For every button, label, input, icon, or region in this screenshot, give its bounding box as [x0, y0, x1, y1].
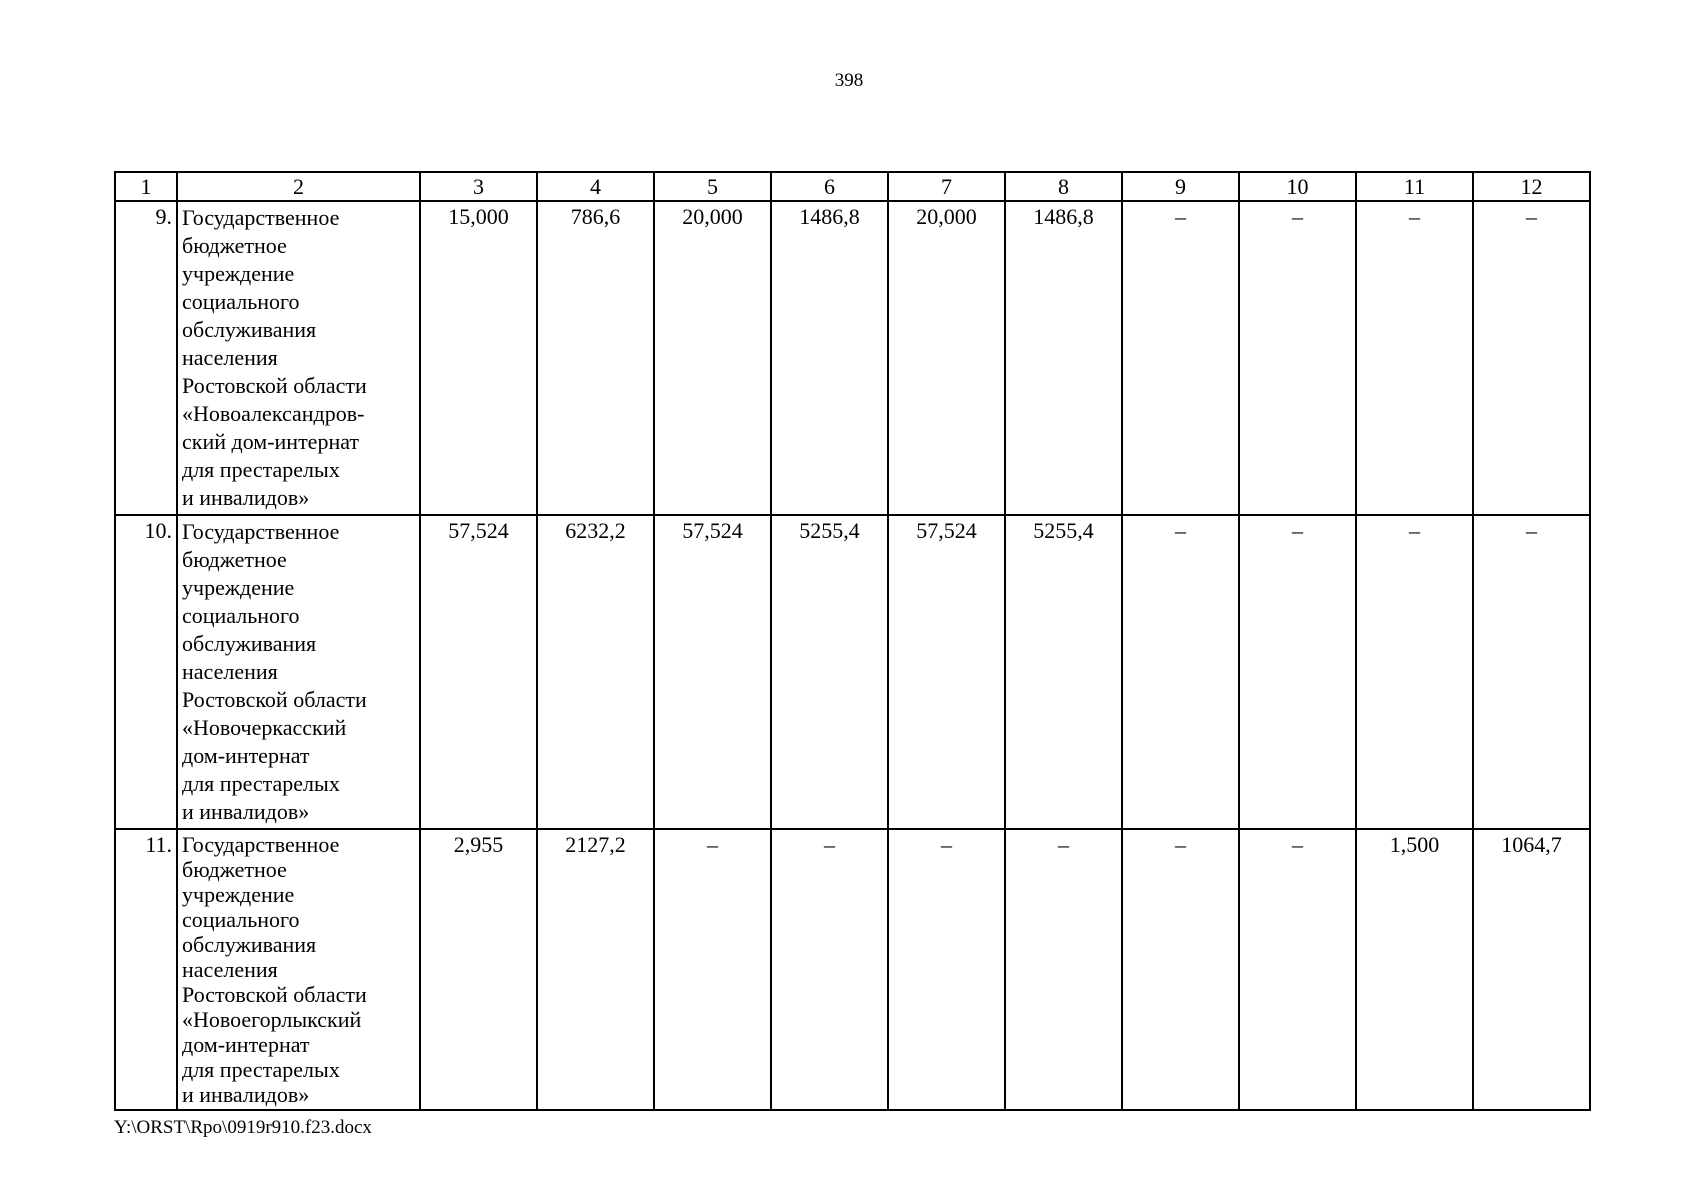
column-header: 12 — [1473, 172, 1590, 201]
cell-value: – — [1239, 515, 1356, 829]
institution-name — [177, 829, 420, 1110]
column-header: 2 — [177, 172, 420, 201]
cell-value: – — [654, 829, 771, 1110]
institution-name — [177, 515, 420, 829]
column-header: 1 — [115, 172, 177, 201]
column-header: 4 — [537, 172, 654, 201]
name-line: бюджетное — [182, 233, 287, 258]
column-header: 10 — [1239, 172, 1356, 201]
row-number: 11. — [115, 829, 177, 1110]
cell-value: 1486,8 — [771, 201, 888, 515]
cell-value: – — [1356, 201, 1473, 515]
name-line: обслуживания — [182, 317, 317, 342]
name-line: для престарелых — [182, 1057, 340, 1082]
name-line: учреждение — [182, 261, 295, 286]
name-line: Ростовской области — [182, 687, 367, 712]
table-row — [115, 201, 1590, 515]
name-line: бюджетное — [182, 857, 287, 882]
column-header: 6 — [771, 172, 888, 201]
name-line: Государственное — [182, 832, 340, 857]
page-number: 398 — [834, 70, 864, 91]
cell-value: – — [1005, 829, 1122, 1110]
row-number: 9. — [115, 201, 177, 515]
name-line: населения — [182, 957, 278, 982]
table-row — [115, 515, 1590, 829]
cell-value: 5255,4 — [771, 515, 888, 829]
cell-value: – — [1473, 515, 1590, 829]
name-line: для престарелых — [182, 457, 340, 482]
column-header: 7 — [888, 172, 1005, 201]
cell-value: 57,524 — [888, 515, 1005, 829]
row-number: 10. — [115, 515, 177, 829]
name-line: социального — [182, 907, 300, 932]
name-line: обслуживания — [182, 932, 317, 957]
table-row — [115, 829, 1590, 1110]
footer-file-path: Y:\ORST\Rpo\0919r910.f23.docx — [114, 1117, 372, 1138]
name-line: населения — [182, 345, 278, 370]
name-line: Ростовской области — [182, 982, 367, 1007]
cell-value: 20,000 — [654, 201, 771, 515]
cell-value: 20,000 — [888, 201, 1005, 515]
cell-value: – — [1356, 515, 1473, 829]
cell-value: 1064,7 — [1473, 829, 1590, 1110]
data-table — [114, 171, 1591, 1111]
header-row — [115, 172, 1590, 201]
cell-value: – — [771, 829, 888, 1110]
name-line: «Новоегорлыкский — [182, 1007, 362, 1032]
cell-value: – — [1122, 829, 1239, 1110]
name-line: «Новочеркасский — [182, 715, 347, 740]
name-line: населения — [182, 659, 278, 684]
name-line: и инвалидов» — [182, 1082, 310, 1107]
name-line: учреждение — [182, 882, 295, 907]
column-header: 9 — [1122, 172, 1239, 201]
cell-value: 6232,2 — [537, 515, 654, 829]
cell-value: – — [1122, 201, 1239, 515]
cell-value: 5255,4 — [1005, 515, 1122, 829]
cell-value: – — [1122, 515, 1239, 829]
cell-value: 57,524 — [420, 515, 537, 829]
cell-value: 2127,2 — [537, 829, 654, 1110]
column-header: 11 — [1356, 172, 1473, 201]
name-line: социального — [182, 289, 300, 314]
name-line: социального — [182, 603, 300, 628]
name-line: дом-интернат — [182, 743, 310, 768]
name-line: ский дом-интернат — [182, 429, 360, 454]
cell-value: – — [1239, 201, 1356, 515]
cell-value: 57,524 — [654, 515, 771, 829]
column-header: 3 — [420, 172, 537, 201]
name-line: учреждение — [182, 575, 295, 600]
name-line: и инвалидов» — [182, 799, 310, 824]
column-header: 5 — [654, 172, 771, 201]
name-line: обслуживания — [182, 631, 317, 656]
cell-value: 1,500 — [1356, 829, 1473, 1110]
cell-value: 786,6 — [537, 201, 654, 515]
cell-value: 15,000 — [420, 201, 537, 515]
cell-value: 2,955 — [420, 829, 537, 1110]
institution-name — [177, 201, 420, 515]
cell-value: 1486,8 — [1005, 201, 1122, 515]
name-line: и инвалидов» — [182, 485, 310, 510]
name-line: Ростовской области — [182, 373, 367, 398]
name-line: «Новоалександров- — [182, 401, 365, 426]
cell-value: – — [1239, 829, 1356, 1110]
cell-value: – — [1473, 201, 1590, 515]
cell-value: – — [888, 829, 1005, 1110]
name-line: бюджетное — [182, 547, 287, 572]
name-line: Государственное — [182, 519, 340, 544]
name-line: дом-интернат — [182, 1032, 310, 1057]
name-line: Государственное — [182, 205, 340, 230]
column-header: 8 — [1005, 172, 1122, 201]
name-line: для престарелых — [182, 771, 340, 796]
